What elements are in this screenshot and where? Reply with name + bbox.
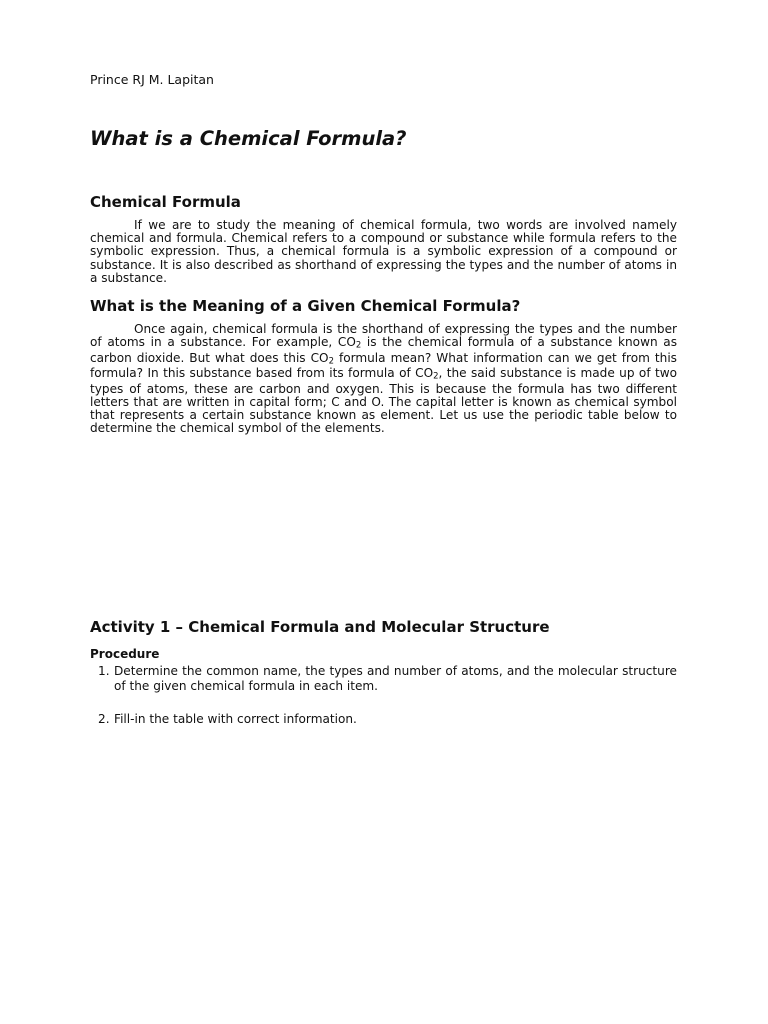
section-heading-chemical-formula: Chemical Formula bbox=[90, 193, 241, 211]
subscript-2: 2 bbox=[328, 354, 334, 365]
meaning-paragraph bbox=[90, 323, 677, 435]
author-name: Prince RJ M. Lapitan bbox=[90, 72, 214, 87]
step-text: Fill-in the table with correct information. bbox=[114, 712, 357, 726]
step-number: 2. bbox=[98, 712, 110, 726]
procedure-step bbox=[90, 712, 677, 727]
activity-heading: Activity 1 – Chemical Formula and Molecular Structure bbox=[90, 618, 550, 636]
step-text: Determine the common name, the types and number of atoms, and the molecular structure of the given chemical formula in each item. bbox=[114, 664, 677, 693]
step-number: 1. bbox=[98, 664, 110, 678]
section-heading-meaning: What is the Meaning of a Given Chemical Formula? bbox=[90, 297, 521, 315]
meaning-text-part-2: is the chemical formula of a substance known as carbon dioxide. But what does this CO bbox=[90, 335, 678, 365]
subscript-2: 2 bbox=[355, 339, 362, 350]
document-title: What is a Chemical Formula? bbox=[90, 127, 407, 150]
meaning-text-part-4: , the said substance is made up of two types of atoms, these are carbon and oxygen. This is because the formula has two different letters that are written in capital form; C and O. The capital letter is known as chemical symbol that represents a certain substance known as element. Let us use the periodic table below to determine the chemical symbol of the elements. bbox=[90, 366, 678, 436]
procedure-label: Procedure bbox=[90, 647, 160, 661]
procedure-list bbox=[90, 664, 677, 694]
meaning-text-part-3: formula mean? What information can we get from this formula? In this substance based from its formula of CO bbox=[90, 350, 677, 381]
chemical-formula-paragraph: If we are to study the meaning of chemical formula, two words are involved namely chemical and formula. Chemical refers to a compound or substance while formula refers to the symbolic expression. Thus, a chemical formula is a symbolic expression of a compound or substance. It is also described as shorthand of expressing the types and the number of atoms in a substance. bbox=[90, 218, 677, 285]
meaning-text-part-1: Once again, chemical formula is the shorthand of expressing the types and the number of atoms in a substance. For example, CO bbox=[90, 322, 677, 350]
procedure-list-2 bbox=[90, 712, 677, 727]
subscript-2: 2 bbox=[433, 370, 439, 381]
procedure-step bbox=[90, 664, 677, 694]
